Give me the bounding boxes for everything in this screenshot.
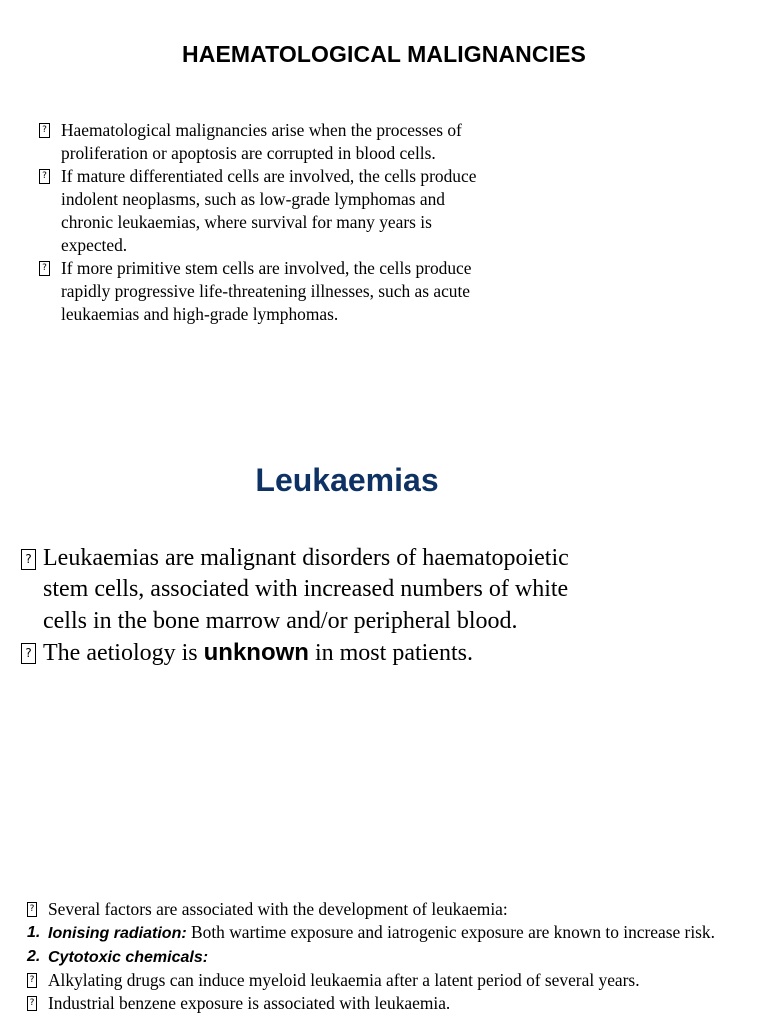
missing-glyph-bullet-icon <box>27 996 37 1011</box>
missing-glyph-bullet-icon <box>39 261 50 276</box>
missing-glyph-bullet-icon <box>21 549 36 570</box>
missing-glyph-bullet-icon <box>39 169 50 184</box>
bullet-text: If more primitive stem cells are involved, the cells produce rapidly progressive life-threatening illnesses, such as acute leukaemias and high-grade lymphomas. <box>61 258 472 324</box>
list-item <box>21 543 581 637</box>
item-label: Ionising radiation: <box>48 925 187 942</box>
list-item <box>39 257 499 326</box>
page-title: HAEMATOLOGICAL MALIGNANCIES <box>182 41 586 67</box>
bullet-text: Industrial benzene exposure is associated with leukaemia. <box>48 993 451 1013</box>
item-number: 1. <box>27 924 41 941</box>
item-label: Cytotoxic chemicals: <box>48 949 209 966</box>
list-item <box>21 637 581 669</box>
bullet-text: Haematological malignancies arise when the processes of proliferation or apoptosis are corrupted in blood cells. <box>61 120 462 163</box>
leukaemias-bullet-list <box>21 543 581 669</box>
missing-glyph-bullet-icon <box>27 902 37 917</box>
list-item <box>27 898 727 921</box>
list-item <box>39 119 499 165</box>
missing-glyph-bullet-icon <box>21 643 36 664</box>
numbered-item-cytotoxic-chemicals <box>27 945 727 969</box>
section-title-leukaemias: Leukaemias <box>255 462 439 498</box>
missing-glyph-bullet-icon <box>27 973 37 988</box>
list-item <box>39 165 499 257</box>
bold-emphasis-text: unknown <box>203 638 309 666</box>
bullet-text: Leukaemias are malignant disorders of haematopoietic stem cells, associated with increased numbers of white cells in the bone marrow and/or peripheral blood. <box>43 545 569 634</box>
bullet-text-suffix: in most patients. <box>308 639 473 666</box>
numbered-item-ionising-radiation <box>27 921 727 945</box>
item-text: Both wartime exposure and iatrogenic exposure are known to increase risk. <box>186 922 715 942</box>
list-item <box>27 969 727 992</box>
intro-bullet-list <box>39 119 499 326</box>
factors-list <box>27 898 727 1015</box>
factors-intro-text: Several factors are associated with the development of leukaemia: <box>48 899 508 919</box>
bullet-text: Alkylating drugs can induce myeloid leukaemia after a latent period of several years. <box>48 970 640 990</box>
item-number: 2. <box>27 948 41 965</box>
list-item <box>27 992 727 1015</box>
bullet-text: If mature differentiated cells are involved, the cells produce indolent neoplasms, such as low-grade lymphomas and chronic leukaemias, where survival for many years is expected. <box>61 166 477 255</box>
bullet-text-prefix: The aetiology is <box>43 639 204 666</box>
missing-glyph-bullet-icon <box>39 123 50 138</box>
